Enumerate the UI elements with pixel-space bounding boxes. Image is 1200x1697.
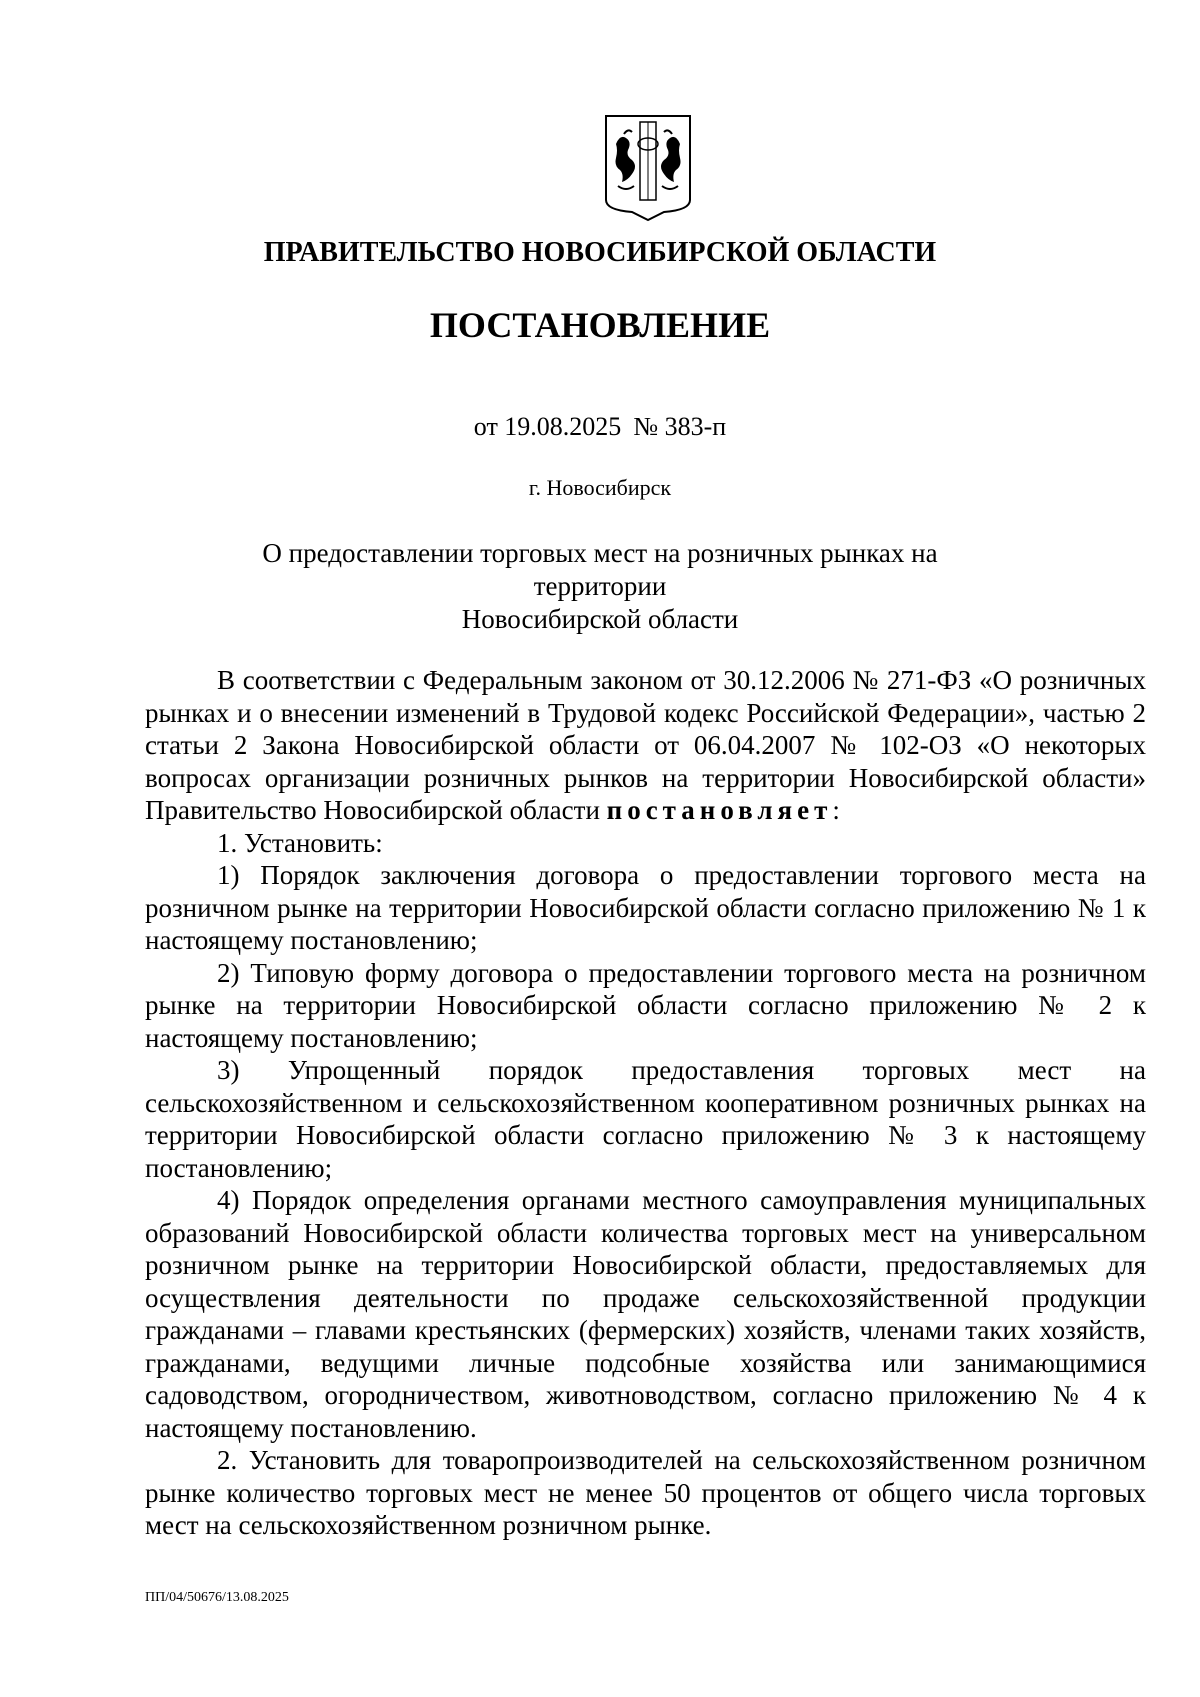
- document-type: ПОСТАНОВЛЕНИЕ: [429, 305, 771, 345]
- item-1-1: 1) Порядок заключения договора о предоставлении торгового места на розничном рынке на территории Новосибирской области согласно приложению № 1 к настоящему постановлению;: [145, 860, 1146, 955]
- document-subject: [200, 537, 1000, 636]
- document-body: [145, 664, 1146, 1542]
- document-date-number: [0, 412, 1200, 442]
- resolves-colon: :: [832, 795, 840, 825]
- item-1-2: 2) Типовую форму договора о предоставлении торгового места на розничном рынке на территории Новосибирской области согласно приложению № 2 к настоящему постановлению;: [145, 957, 1146, 1053]
- subject-line-1: О предоставлении торговых мест на розничных рынках на территории: [262, 538, 938, 601]
- preamble-paragraph: [145, 664, 1146, 827]
- document-date: от 19.08.2025: [473, 412, 622, 441]
- resolves-word: постановляет: [606, 795, 833, 825]
- organization-title: ПРАВИТЕЛЬСТВО НОВОСИБИРСКОЙ ОБЛАСТИ: [263, 237, 937, 268]
- item-1: 1. Установить:: [217, 827, 383, 858]
- coat-of-arms-icon: [604, 114, 692, 222]
- item-1-4: 4) Порядок определения органами местного самоуправления муниципальных образований Новосибирской области количества торговых мест на универсальном розничном рынке на территории Новосибирской области, предоставляемых для осуществления деятельности по продаже сельскохозяйственной продукции гражданами – главами крестьянских (фермерских) хозяйств, членами таких хозяйств, гражданами, ведущими личные подсобные хозяйства или занимающимися садоводством, огородничеством, животноводством, согласно приложению № 4 к настоящему постановлению.: [145, 1185, 1146, 1443]
- footer-document-code: ПП/04/50676/13.08.2025: [145, 1590, 289, 1605]
- item-2: 2. Установить для товаропроизводителей на сельскохозяйственном розничном рынке количество торговых мест не менее 50 процентов от общего числа торговых мест на сельскохозяйственном розничном рынке.: [145, 1445, 1146, 1540]
- document-number: № 383-п: [633, 412, 727, 441]
- preamble-text: В соответствии с Федеральным законом от 30.12.2006 № 271-ФЗ «О розничных рынках и о внесении изменений в Трудовой кодекс Российской Федерации», частью 2 статьи 2 Закона Новосибирской области от 06.04.2007 № 102-ОЗ «О некоторых вопросах организации розничных рынков на территории Новосибирской области» Правительство Новосибирской области: [145, 665, 1146, 825]
- item-1-3: 3) Упрощенный порядок предоставления торговых мест на сельскохозяйственном и сельскохозяйственном кооперативном розничных рынках на территории Новосибирской области согласно приложению № 3 к настоящему постановлению;: [145, 1055, 1146, 1183]
- document-city: г. Новосибирск: [528, 475, 672, 500]
- subject-line-2: Новосибирской области: [461, 604, 739, 634]
